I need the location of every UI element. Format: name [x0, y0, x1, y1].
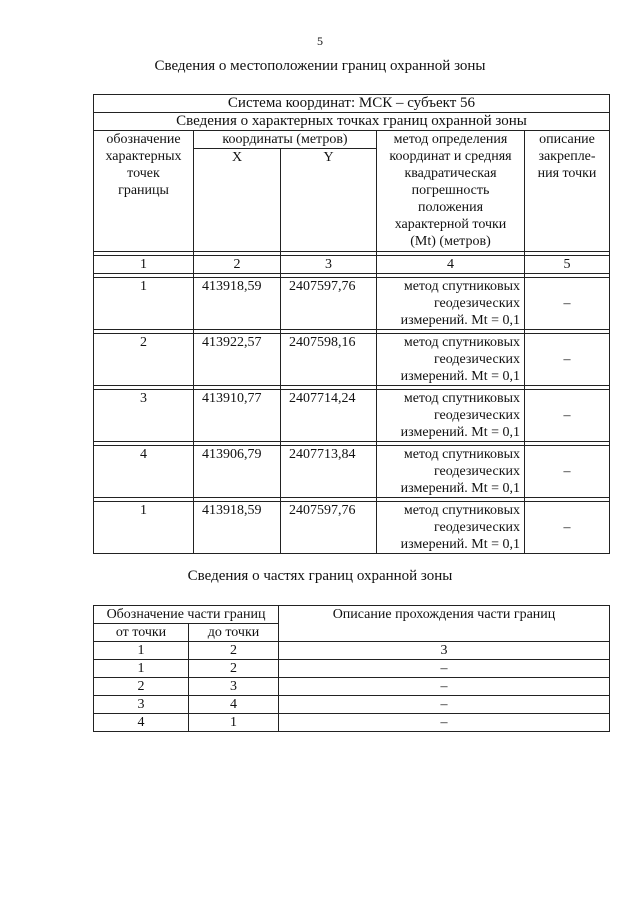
col-number: 5: [525, 256, 610, 274]
col-header-y: Y: [281, 149, 377, 252]
col-header-to: до точки: [189, 624, 279, 642]
col-header-desc: описание закрепле- ния точки: [525, 131, 610, 252]
table-row: 2 413922,57 2407598,16 метод спутниковых геодезических измерений. Mt = 0,1 –: [94, 334, 610, 386]
points-subheader: Сведения о характерных точках границ охранной зоны: [94, 113, 610, 131]
col-number: 2: [189, 642, 279, 660]
table-row: 1 2 –: [94, 660, 610, 678]
col-number: 3: [281, 256, 377, 274]
section1-title: Сведения о местоположении границ охранной зоны: [154, 58, 486, 74]
page-number: 5: [317, 34, 323, 48]
col-number: 4: [377, 256, 525, 274]
boundary-points-table: [93, 94, 610, 554]
col-header-part: Обозначение части границ: [94, 606, 279, 624]
section2-title: Сведения о частях границ охранной зоны: [187, 568, 453, 584]
col-header-part-desc: Описание прохождения части границ: [279, 606, 610, 642]
table-row: 4 1 –: [94, 714, 610, 732]
col-header-point: обозначение характерных точек границы: [94, 131, 194, 252]
col-number: 3: [279, 642, 610, 660]
table-row: 2 3 –: [94, 678, 610, 696]
coordinate-system-header: Система координат: МСК – субъект 56: [94, 95, 610, 113]
col-number: 2: [194, 256, 281, 274]
table-row: 1 413918,59 2407597,76 метод спутниковых геодезических измерений. Mt = 0,1 –: [94, 278, 610, 330]
col-number: 1: [94, 642, 189, 660]
col-header-from: от точки: [94, 624, 189, 642]
col-header-coords: координаты (метров): [194, 131, 377, 149]
col-header-method: метод определения координат и средняя квадратическая погрешность положения характерной точки (Mt) (метров): [377, 131, 525, 252]
table-row: 3 413910,77 2407714,24 метод спутниковых геодезических измерений. Mt = 0,1 –: [94, 390, 610, 442]
col-number: 1: [94, 256, 194, 274]
table-row: 1 413918,59 2407597,76 метод спутниковых геодезических измерений. Mt = 0,1 –: [94, 502, 610, 554]
table-row: 4 413906,79 2407713,84 метод спутниковых геодезических измерений. Mt = 0,1 –: [94, 446, 610, 498]
table-row: 3 4 –: [94, 696, 610, 714]
boundary-parts-table: [93, 605, 610, 732]
col-header-x: X: [194, 149, 281, 252]
